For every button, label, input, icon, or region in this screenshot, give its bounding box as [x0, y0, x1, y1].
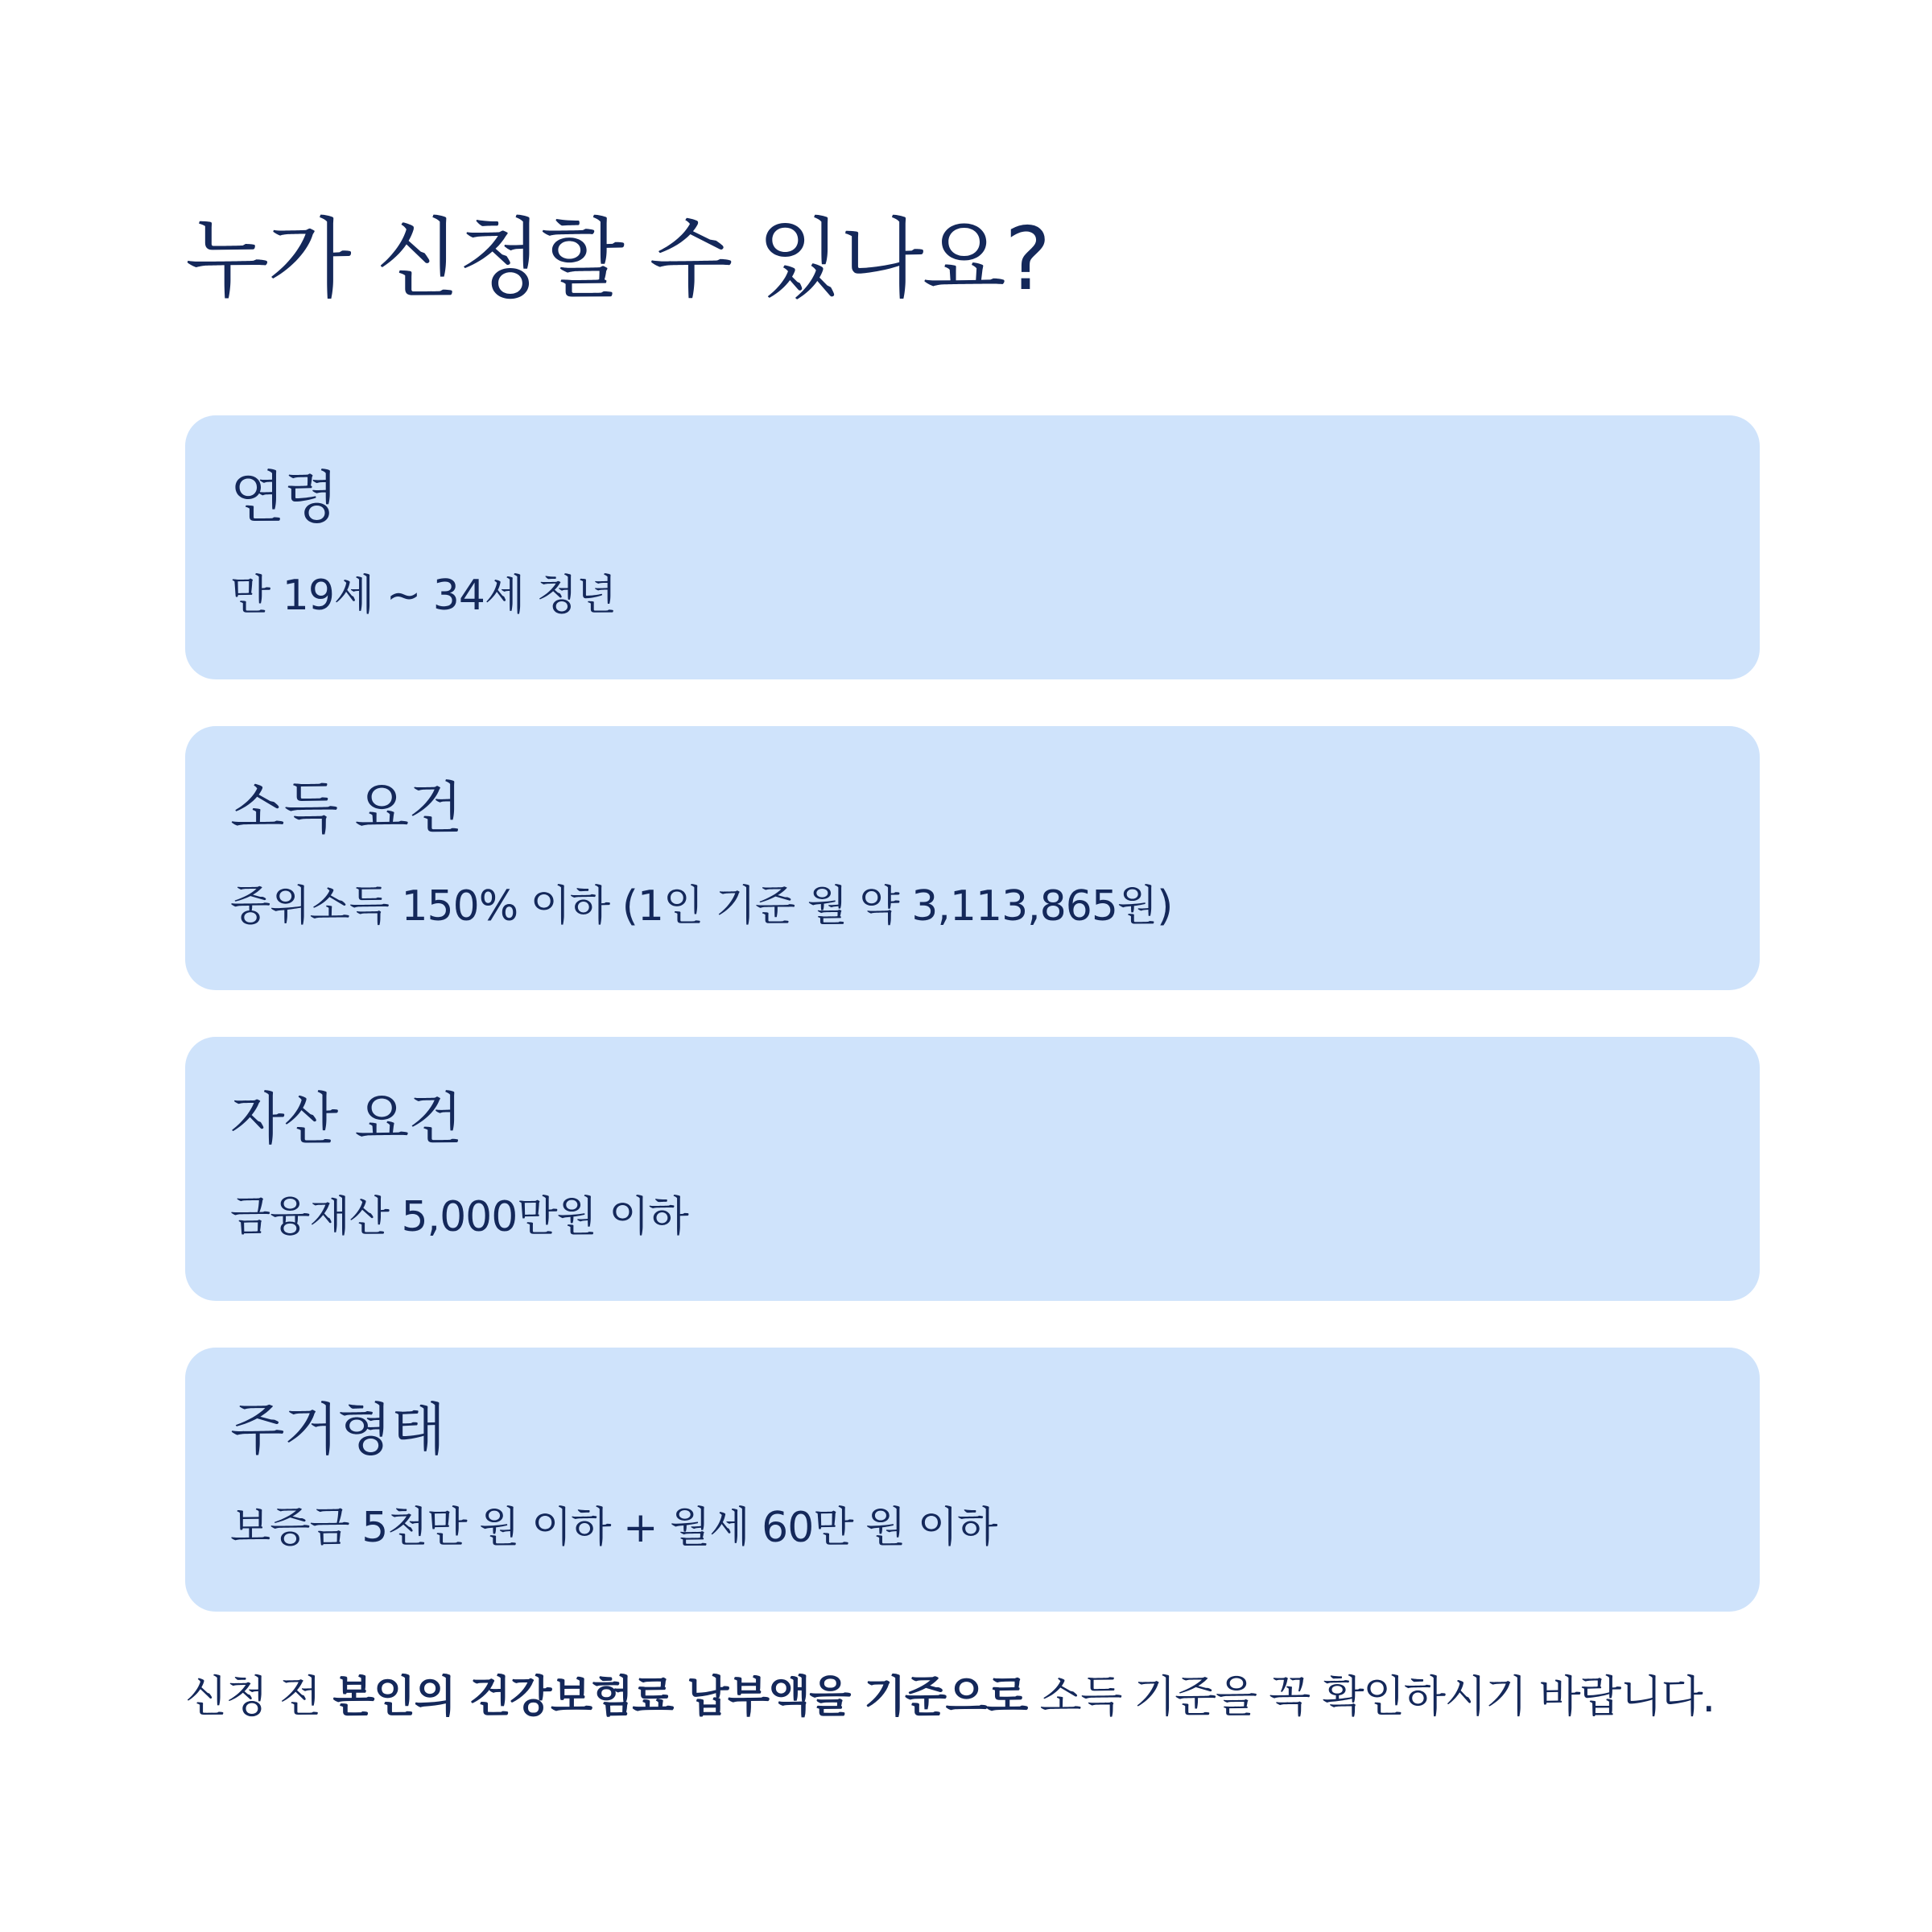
income-requirement-card — [185, 726, 1760, 990]
card-description: 금융재산 5,000만원 이하 — [230, 1193, 688, 1241]
card-title: 주거형태 — [230, 1397, 445, 1463]
page-title: 누가 신청할 수 있나요? — [185, 209, 1050, 310]
card-title: 연령 — [230, 464, 338, 530]
card-title: 소득 요건 — [230, 775, 462, 841]
age-requirement-card — [185, 415, 1760, 679]
housing-type-card — [185, 1348, 1760, 1612]
asset-requirement-card — [185, 1037, 1760, 1301]
eligibility-card-list — [185, 415, 1760, 1612]
card-title: 자산 요건 — [230, 1086, 462, 1152]
footnote-suffix: 소득 기준을 꼭 확인하시기 바랍니다. — [1026, 1671, 1715, 1722]
card-description: 중위소득 150% 이하 (1인 기준 월 약 3,113,865원) — [230, 882, 1173, 931]
card-description: 만 19세 ~ 34세 청년 — [230, 572, 617, 620]
card-description: 보증금 5천만 원 이하 + 월세 60만 원 이하 — [230, 1504, 997, 1552]
footnote — [185, 1665, 1715, 1729]
footnote-prefix: 신청 전 — [185, 1671, 333, 1722]
footnote-emphasis: 본인의 건강보험료 납부액을 기준으로 — [332, 1671, 1027, 1722]
